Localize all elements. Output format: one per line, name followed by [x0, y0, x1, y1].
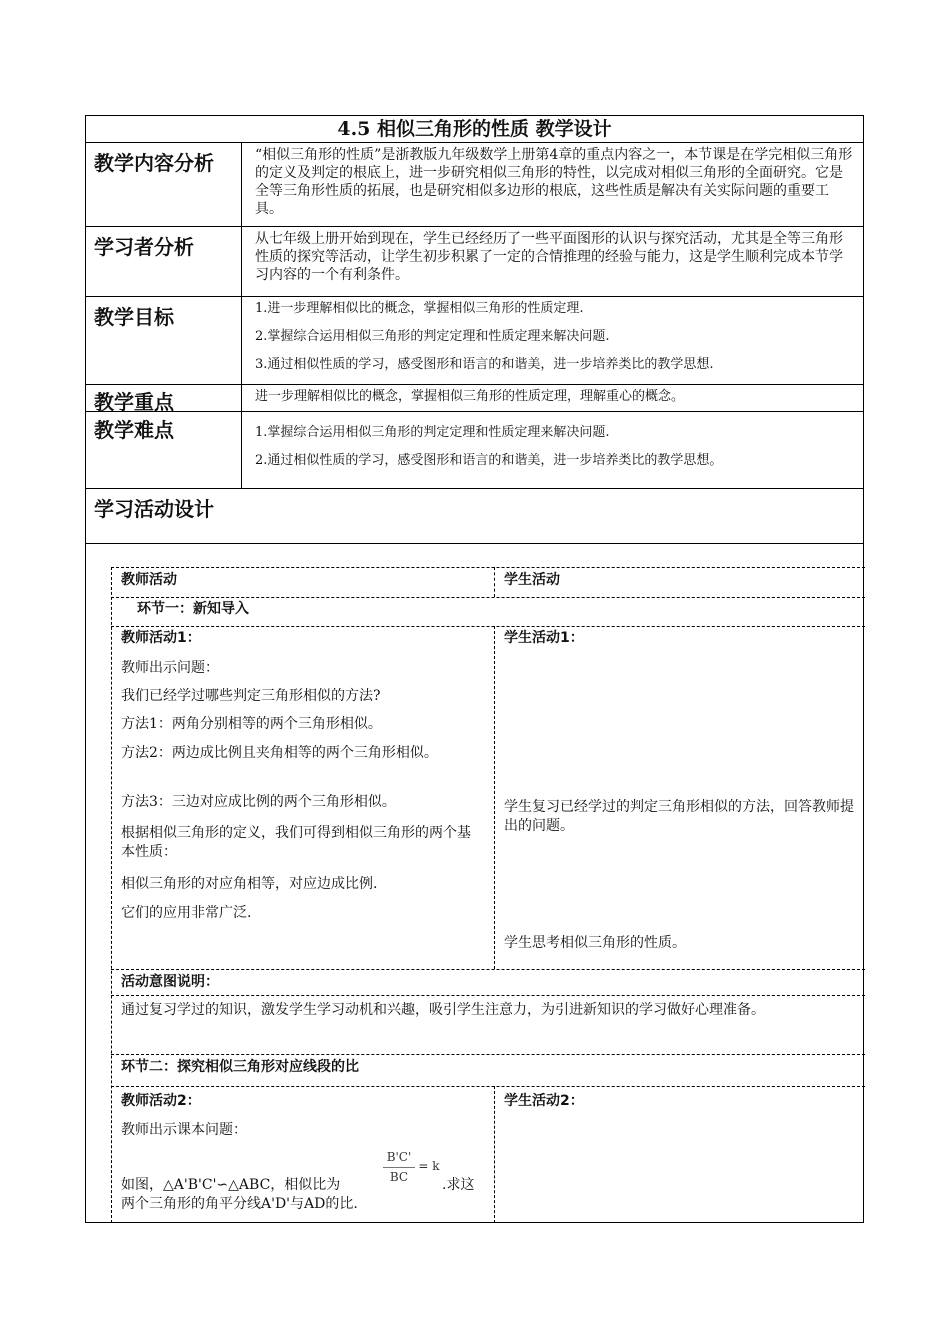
student-activity-header: 学生活动 [504, 572, 560, 588]
formula-k: = k [418, 1159, 440, 1173]
activities-table [111, 567, 865, 1223]
learner-analysis-label: 学习者分析 [86, 227, 242, 296]
objective-item: 3.通过相似性质的学习，感受图形和语言的和谐美，进一步培养类比的教学思想. [255, 357, 714, 372]
objectives-list [243, 297, 863, 384]
objective-item: 2.掌握综合运用相似三角形的判定定理和性质定理来解决问题. [255, 329, 610, 344]
objectives-row [86, 297, 863, 385]
teacher-line: 我们已经学过哪些判定三角形相似的方法? [121, 688, 381, 704]
student-activity-1-label: 学生活动1： [504, 630, 584, 646]
divider [111, 969, 865, 970]
learner-analysis-text: 从七年级上册开始到现在，学生已经经历了一些平面图形的认识与探究活动，尤其是全等三角形性质的探究等活动，让学生初步积累了一定的合情推理的经验与能力，这是学生顺利完成本节学习内容的一个有利条件。 [255, 231, 843, 283]
formula-denominator: BC [389, 1170, 409, 1184]
teacher-line: 教师出示课本问题： [121, 1122, 247, 1138]
divider [111, 626, 865, 627]
teacher-line: 方法2：两边成比例且夹角相等的两个三角形相似。 [121, 745, 438, 761]
key-points-text: 进一步理解相似比的概念，掌握相似三角形的性质定理，理解重心的概念。 [255, 389, 685, 404]
stage1-title: 环节一：新知导入 [137, 601, 249, 617]
objective-item: 1.进一步理解相似比的概念，掌握相似三角形的性质定理. [255, 301, 584, 316]
divider [111, 995, 865, 996]
intent-text: 通过复习学过的知识，激发学生学习动机和兴趣，吸引学生注意力，为引进新知识的学习做好心理准备。 [121, 1002, 765, 1018]
student-activity-2-label: 学生活动2： [504, 1093, 584, 1109]
learner-analysis-row [86, 227, 863, 297]
student-line: 学生思考相似三角形的性质。 [504, 935, 686, 951]
divider [494, 1086, 495, 1223]
teacher-line: 如图，△A'B'C'∽△ABC，相似比为 [121, 1177, 341, 1193]
content-analysis-label: 教学内容分析 [86, 143, 242, 226]
difficulties-list [243, 412, 863, 488]
difficulties-label: 教学难点 [86, 412, 242, 488]
page-title: 4.5 相似三角形的性质 教学设计 [86, 116, 863, 143]
fraction-bar [383, 1167, 415, 1168]
teacher-line: .求这 [442, 1177, 475, 1193]
divider [111, 597, 865, 598]
difficulties-row [86, 412, 863, 489]
divider [494, 626, 495, 969]
teacher-activity-header: 教师活动 [121, 572, 177, 588]
teacher-line: 方法3：三边对应成比例的两个三角形相似。 [121, 794, 396, 810]
key-points-row [86, 385, 863, 412]
divider [111, 1054, 865, 1055]
difficulty-item: 1.掌握综合运用相似三角形的判定定理和性质定理来解决问题. [255, 425, 610, 440]
teacher-line: 方法1：两角分别相等的两个三角形相似。 [121, 716, 382, 732]
teacher-line-suffix-2: 两个三角形的角平分线A'D'与AD的比. [121, 1196, 358, 1212]
divider [494, 567, 495, 597]
teacher-line: 教师出示问题： [121, 660, 219, 676]
key-points-label: 教学重点 [86, 385, 242, 411]
divider [111, 567, 112, 1223]
teacher-line: 相似三角形的对应角相等，对应边成比例. [121, 876, 378, 892]
formula-numerator: B'C' [386, 1150, 412, 1164]
divider [86, 543, 863, 544]
difficulty-item: 2.通过相似性质的学习，感受图形和语言的和谐美，进一步培养类比的教学思想。 [255, 453, 723, 468]
stage2-title: 环节二：探究相似三角形对应线段的比 [121, 1059, 359, 1075]
intent-label: 活动意图说明： [121, 974, 219, 990]
teacher-line-suffix-1 [442, 1176, 488, 1195]
content-analysis-text: “相似三角形的性质”是浙教版九年级数学上册第4章的重点内容之一，本节课是在学完相似三角形的定义及判定的根底上，进一步研究相似三角形的特性，以完成对相似三角形的全面研究。它是全等三角形性质的拓展，也是研究相似多边形的根底，这些性质是解决有关实际问题的重要工具。 [255, 147, 853, 217]
divider [111, 1086, 865, 1087]
activity-design-heading: 学习活动设计 [94, 497, 214, 521]
divider [111, 567, 865, 568]
teacher-line: 它们的应用非常广泛. [121, 905, 252, 921]
teacher-activity-2-label: 教师活动2： [121, 1093, 201, 1109]
content-analysis-row [86, 143, 863, 227]
teacher-activity-1-label: 教师活动1： [121, 630, 201, 646]
objectives-label: 教学目标 [86, 297, 242, 384]
teacher-line: 根据相似三角形的定义，我们可得到相似三角形的两个基本性质： [121, 825, 471, 860]
student-line: 学生复习已经学过的判定三角形相似的方法，回答教师提出的问题。 [504, 799, 854, 834]
